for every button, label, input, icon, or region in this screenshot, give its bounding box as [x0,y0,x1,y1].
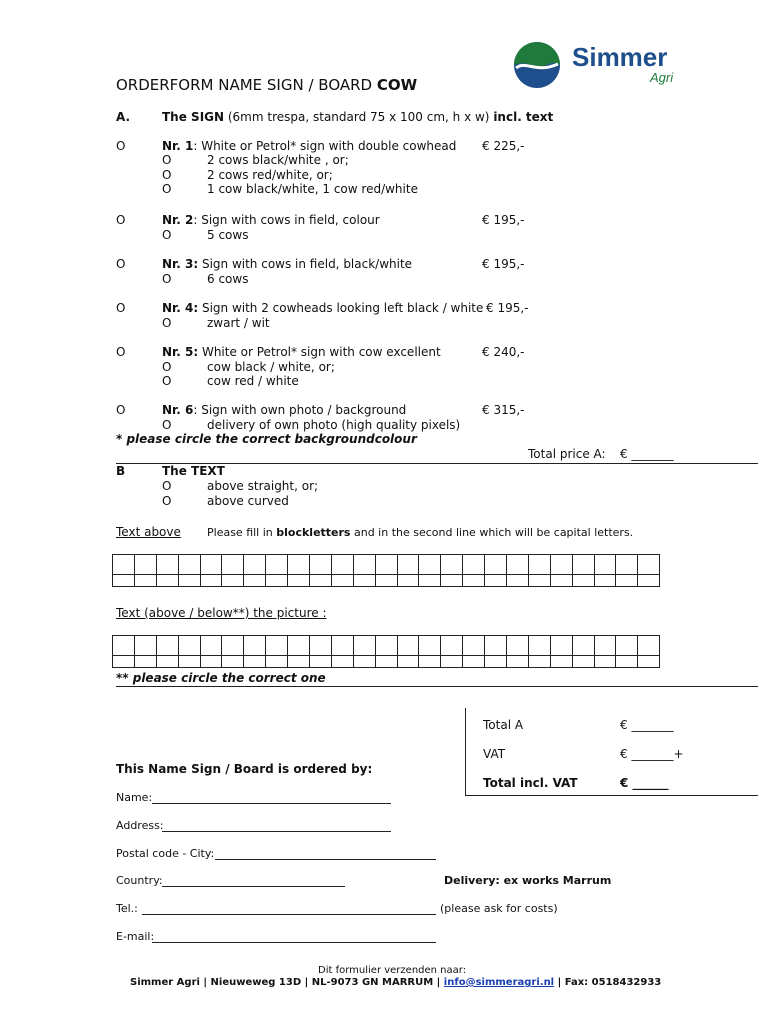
option-2-price: € 195,- [482,213,525,227]
letter-box[interactable] [397,636,419,656]
grid-row-2 [113,656,660,668]
letter-box[interactable] [638,575,660,587]
letter-box[interactable] [528,575,550,587]
option-6-label [162,403,406,417]
option-5-sub-2: cow red / white [207,374,299,388]
letter-box[interactable] [550,575,572,587]
option-1-sub-2: 2 cows red/white, or; [207,168,333,182]
letter-box[interactable] [113,636,135,656]
letter-box[interactable] [331,555,353,575]
option-2-sub-1: 5 cows [207,228,249,242]
option-1-label [162,139,456,153]
option-1-checkbox[interactable]: O [116,139,126,153]
letter-box[interactable] [463,636,485,656]
page-title [116,76,417,94]
email-label: E-mail: [116,930,155,943]
text-above-label: Text above [116,525,181,539]
logo-mark-icon [512,40,562,90]
totals-vat-value[interactable]: € _______+ [620,747,684,761]
instruction-pre: Please fill in [207,526,277,539]
sub-checkbox[interactable]: O [162,360,172,374]
name-label: Name: [116,791,153,804]
footer-send-to: Dit formulier verzenden naar: [318,965,467,976]
blockletters-instruction [207,526,633,539]
letter-box[interactable] [419,656,441,668]
letter-box[interactable] [375,575,397,587]
letter-box[interactable] [507,656,529,668]
letter-box[interactable] [156,575,178,587]
option-3-label [162,257,412,271]
letter-box[interactable] [222,575,244,587]
letter-box[interactable] [594,656,616,668]
letter-box[interactable] [178,656,200,668]
letter-box[interactable] [331,575,353,587]
letter-box[interactable] [375,555,397,575]
letter-box[interactable] [310,656,332,668]
letter-box[interactable] [178,555,200,575]
letter-box[interactable] [616,656,638,668]
letter-box[interactable] [441,575,463,587]
letter-box[interactable] [134,656,156,668]
tel-label: Tel.: [116,902,138,915]
option-3-sub-1: 6 cows [207,272,249,286]
letter-box[interactable] [222,656,244,668]
letter-box[interactable] [353,656,375,668]
letter-box[interactable] [419,636,441,656]
letter-box[interactable] [200,636,222,656]
letter-box[interactable] [485,555,507,575]
option-4-desc: Sign with 2 cowheads looking left black / white [198,301,484,315]
option-6-checkbox[interactable]: O [116,403,126,417]
letter-box[interactable] [200,575,222,587]
option-3-desc: Sign with cows in field, black/white [198,257,413,271]
tel-field[interactable] [142,914,436,915]
option-6-num: Nr. 6 [162,403,194,417]
logo [512,40,692,90]
letter-box[interactable] [353,555,375,575]
footnote-circle: ** please circle the correct one [116,671,326,685]
footer-address [130,977,661,988]
letter-box[interactable] [331,656,353,668]
letter-box[interactable] [178,575,200,587]
letter-box[interactable] [200,656,222,668]
letter-box[interactable] [528,555,550,575]
title-prefix: ORDERFORM NAME SIGN / BOARD [116,76,377,94]
section-a-title: The SIGN [162,110,225,124]
option-3-num: Nr. 3: [162,257,199,271]
name-field[interactable] [152,803,391,804]
letter-box[interactable] [572,656,594,668]
letter-box[interactable] [266,636,288,656]
option-3-checkbox[interactable]: O [116,257,126,271]
letter-box[interactable] [463,575,485,587]
letter-box[interactable] [594,575,616,587]
option-3-price: € 195,- [482,257,525,271]
letter-box[interactable] [134,575,156,587]
option-4-sub-1: zwart / wit [207,316,270,330]
option-6-sub-1: delivery of own photo (high quality pixels) [207,418,461,432]
option-6-price: € 315,- [482,403,525,417]
letter-box[interactable] [397,555,419,575]
letter-box[interactable] [638,656,660,668]
sub-checkbox[interactable]: O [162,494,172,508]
grid-row-1 [113,555,660,575]
text-picture-grid[interactable] [112,635,660,668]
sub-checkbox[interactable]: O [162,418,172,432]
letter-box[interactable] [310,555,332,575]
letter-box[interactable] [353,636,375,656]
delivery-note: Delivery: ex works Marrum [444,874,612,887]
letter-box[interactable] [507,555,529,575]
letter-box[interactable] [616,575,638,587]
letter-box[interactable] [572,575,594,587]
letter-box[interactable] [178,636,200,656]
letter-box[interactable] [244,555,266,575]
letter-box[interactable] [550,636,572,656]
address-label: Address: [116,819,164,832]
letter-box[interactable] [244,636,266,656]
option-2-num: Nr. 2 [162,213,194,227]
totals-total-a-label: Total A [483,718,524,732]
total-price-a-label: Total price A: [528,447,606,461]
totals-incl-vat-value[interactable]: € ______ [620,776,669,790]
letter-box[interactable] [638,636,660,656]
letter-box[interactable] [485,656,507,668]
letter-box[interactable] [331,636,353,656]
letter-box[interactable] [266,575,288,587]
letter-box[interactable] [616,555,638,575]
grid-row-2 [113,575,660,587]
letter-box[interactable] [266,555,288,575]
letter-box[interactable] [288,575,310,587]
letter-box[interactable] [441,636,463,656]
option-4-checkbox[interactable]: O [116,301,126,315]
option-5-label [162,345,441,359]
letter-box[interactable] [244,575,266,587]
option-4-price: € 195,- [486,301,529,315]
title-bold: COW [376,76,418,94]
totals-incl-vat-label: Total incl. VAT [483,776,578,790]
option-1-desc: : White or Petrol* sign with double cowhead [193,139,457,153]
letter-box[interactable] [134,636,156,656]
option-1-num: Nr. 1 [162,139,194,153]
text-above-curved: above curved [207,494,289,508]
letter-box[interactable] [485,636,507,656]
instruction-bold: blockletters [276,526,351,539]
tel-note: (please ask for costs) [440,902,558,915]
option-5-num: Nr. 5: [162,345,199,359]
sub-checkbox[interactable]: O [162,168,172,182]
footer-email-link[interactable]: info@simmeragri.nl [443,977,555,988]
sub-checkbox[interactable]: O [162,228,172,242]
option-5-price: € 240,- [482,345,525,359]
divider [116,686,758,687]
letter-box[interactable] [463,656,485,668]
letter-box[interactable] [441,656,463,668]
letter-box[interactable] [222,555,244,575]
option-5-desc: White or Petrol* sign with cow excellent [198,345,441,359]
letter-box[interactable] [156,555,178,575]
letter-box[interactable] [485,575,507,587]
section-a-spec: (6mm trespa, standard 75 x 100 cm, h x w) [224,110,494,124]
letter-box[interactable] [419,575,441,587]
totals-box-left [465,708,466,796]
sub-checkbox[interactable]: O [162,272,172,286]
letter-box[interactable] [310,636,332,656]
section-b-letter: B [116,464,126,478]
option-4-num: Nr. 4: [162,301,199,315]
logo-brand: Simmer [572,42,668,72]
sub-checkbox[interactable]: O [162,374,172,388]
country-field[interactable] [162,886,345,887]
letter-box[interactable] [113,555,135,575]
letter-box[interactable] [113,575,135,587]
letter-box[interactable] [288,636,310,656]
sub-checkbox[interactable]: O [162,153,172,167]
letter-box[interactable] [441,555,463,575]
sub-checkbox[interactable]: O [162,316,172,330]
sub-checkbox[interactable]: O [162,182,172,196]
option-1-sub-1: 2 cows black/white , or; [207,153,349,167]
letter-box[interactable] [310,575,332,587]
letter-box[interactable] [419,555,441,575]
letter-box[interactable] [113,656,135,668]
letter-box[interactable] [397,656,419,668]
logo-sub: Agri [650,70,674,85]
section-b-heading: The TEXT [162,464,225,478]
letter-box[interactable] [638,555,660,575]
total-price-a-value[interactable]: € _______ [620,447,674,461]
option-5-sub-1: cow black / white, or; [207,360,335,374]
option-2-label [162,213,380,227]
option-1-price: € 225,- [482,139,525,153]
option-6-desc: : Sign with own photo / background [193,403,407,417]
letter-box[interactable] [507,575,529,587]
option-4-label [162,301,483,315]
letter-box[interactable] [528,656,550,668]
ordered-by-heading: This Name Sign / Board is ordered by: [116,762,373,776]
text-above-straight: above straight, or; [207,479,319,493]
letter-box[interactable] [594,555,616,575]
letter-box[interactable] [594,636,616,656]
country-label: Country: [116,874,163,887]
letter-box[interactable] [572,555,594,575]
footer-fax: | Fax: 0518432933 [554,977,662,988]
letter-box[interactable] [463,555,485,575]
section-a-letter: A. [116,110,131,124]
letter-box[interactable] [572,636,594,656]
letter-box[interactable] [134,555,156,575]
letter-box[interactable] [244,656,266,668]
letter-box[interactable] [156,636,178,656]
email-field[interactable] [152,942,436,943]
letter-box[interactable] [353,575,375,587]
letter-box[interactable] [288,656,310,668]
letter-box[interactable] [288,555,310,575]
sub-checkbox[interactable]: O [162,479,172,493]
letter-box[interactable] [616,636,638,656]
totals-box-bottom [465,795,758,796]
letter-box[interactable] [200,555,222,575]
totals-total-a-value[interactable]: € _______ [620,718,674,732]
letter-box[interactable] [156,656,178,668]
totals-vat-label: VAT [483,747,506,761]
section-a-incl: incl. text [493,110,554,124]
option-2-desc: : Sign with cows in field, colour [193,213,380,227]
letter-box[interactable] [375,656,397,668]
text-above-grid[interactable] [112,554,660,587]
letter-box[interactable] [266,656,288,668]
option-5-checkbox[interactable]: O [116,345,126,359]
letter-box[interactable] [222,636,244,656]
letter-box[interactable] [550,656,572,668]
footnote-background: * please circle the correct backgroundcolour [116,432,417,446]
letter-box[interactable] [528,636,550,656]
postal-city-label: Postal code - City: [116,847,215,860]
instruction-post: and in the second line which will be capital letters. [350,526,634,539]
footer-address-text: Simmer Agri | Nieuweweg 13D | NL-9073 GN MARRUM | [130,977,444,988]
option-2-checkbox[interactable]: O [116,213,126,227]
letter-box[interactable] [375,636,397,656]
section-a-heading [162,110,553,124]
postal-city-field[interactable] [215,859,436,860]
letter-box[interactable] [550,555,572,575]
letter-box[interactable] [397,575,419,587]
address-field[interactable] [162,831,391,832]
letter-box[interactable] [507,636,529,656]
option-1-sub-3: 1 cow black/white, 1 cow red/white [207,182,418,196]
grid-row-1 [113,636,660,656]
text-picture-label: Text (above / below**) the picture : [116,606,327,620]
